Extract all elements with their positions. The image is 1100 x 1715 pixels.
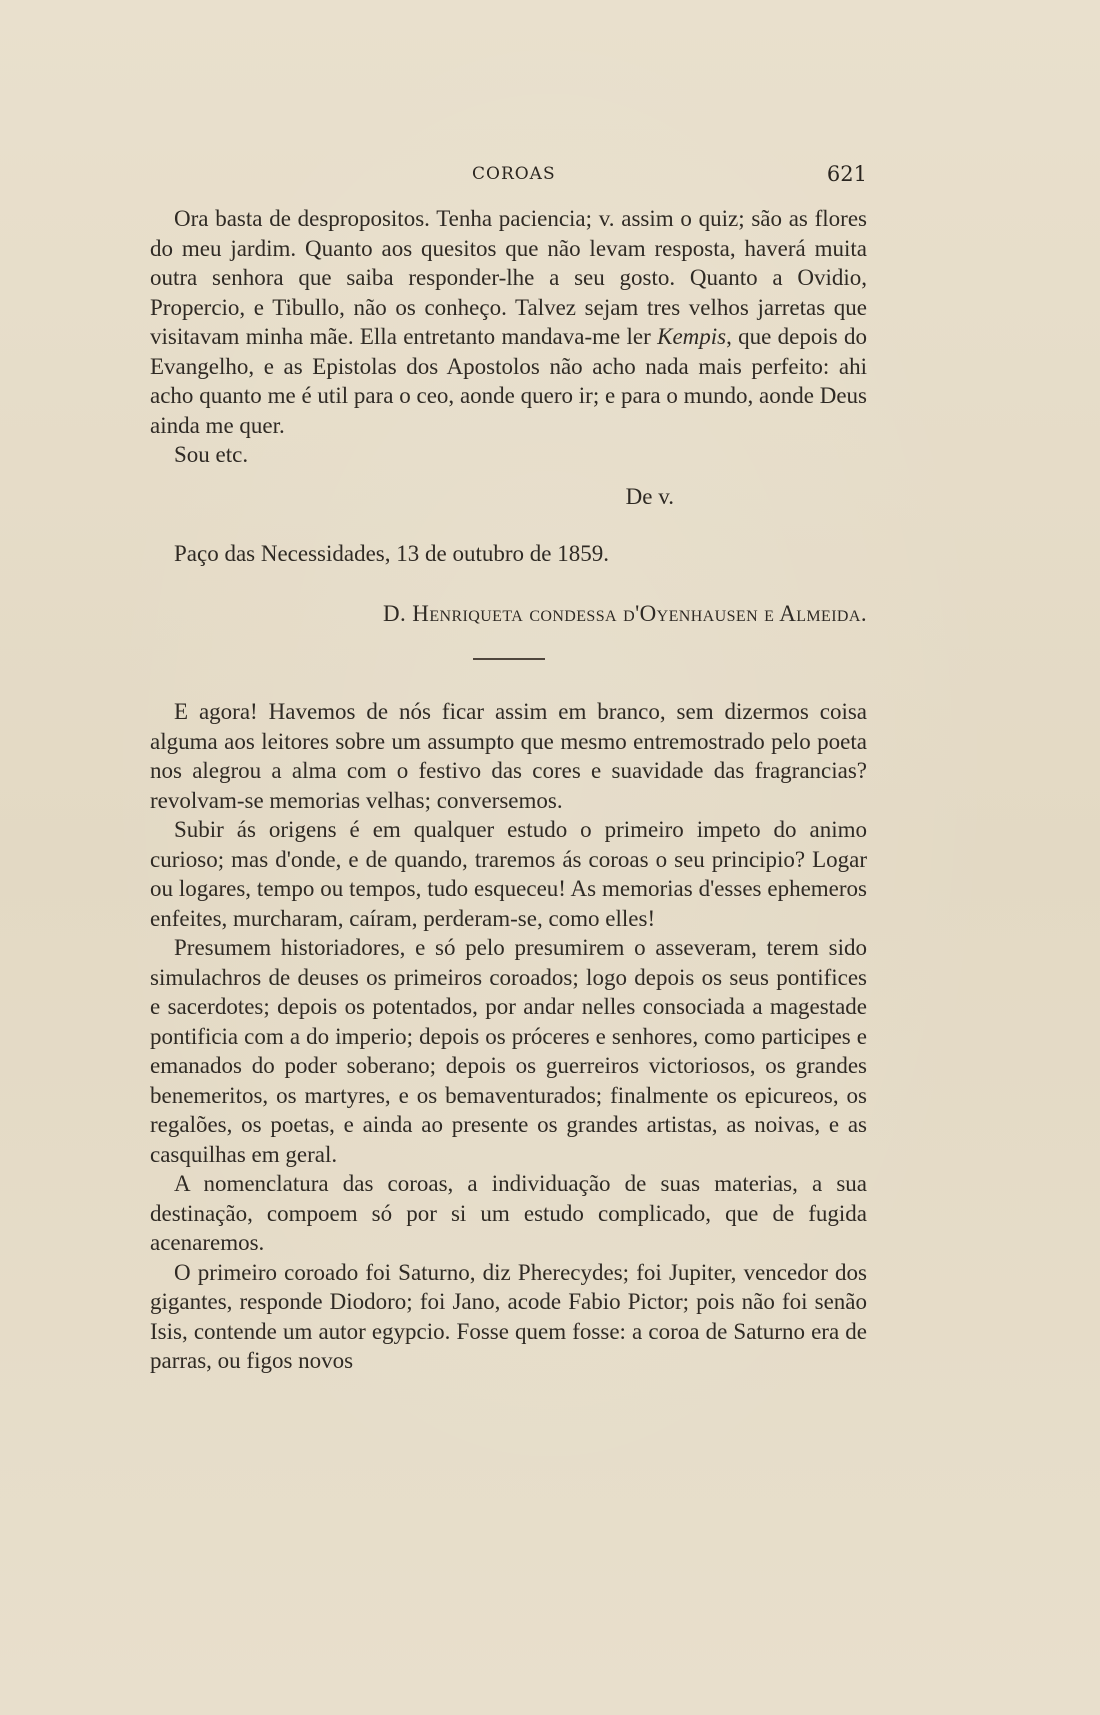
page-number: 621: [826, 162, 867, 186]
page-header: [150, 164, 867, 194]
letter-signature: D. Henriqueta condessa d'Oyenhausen e Almeida.: [383, 600, 867, 626]
essay-paragraph-4: A nomenclatura das coroas, a individuação de suas materias, a sua destinação, compoem só por si um estudo complicado, que de fugida acenaremos.: [150, 1171, 867, 1255]
letter-text-after-italic: , que depois do Evangelho, e as Epistolas dos Apostolos não acho nada mais perfeito: ahi acho quanto me é util para o ceo, aonde quero ir; e para o mundo, aonde Deus ainda me quer.: [150, 324, 868, 438]
essay-paragraph-1: E agora! Havemos de nós ficar assim em branco, sem dizermos coisa alguma aos leitores sobre um assumpto que mesmo entremostrado pelo poeta nos alegrou a alma com o festivo das cores e suavidade das fragrancias? revolvam-se memorias velhas; conversemos.: [150, 699, 867, 813]
italic-title-kempis: Kempis: [657, 324, 727, 349]
letter-from: De v.: [625, 483, 674, 509]
letter-sign-off: Sou etc.: [174, 442, 249, 467]
running-head: COROAS: [472, 164, 556, 184]
essay-paragraph-5: O primeiro coroado foi Saturno, diz Pherecydes; foi Jupiter, vencedor dos gigantes, responde Diodoro; foi Jano, acode Fabio Pictor; pois não foi senão Isis, contende um autor egypcio. Fosse quem fosse: a coroa de Saturno era de parras, ou figos novos: [150, 1259, 867, 1373]
section-separator: [473, 658, 545, 660]
page-content: [150, 204, 867, 1376]
letter-text-before-italic: Ora basta de despropositos. Tenha paciencia; v. assim o quiz; são as flores do meu jardim. Quanto aos quesitos que não levam resposta, haverá muita outra senhora que saiba responder-lhe a seu gosto. Quanto a Ovidio, Propercio, e Tibullo, não os conheço. Talvez sejam tres velhos jarretas que visitavam minha mãe. Ella entretanto mandava-me ler: [150, 206, 867, 349]
essay-paragraph-2: Subir ás origens é em qualquer estudo o primeiro impeto do animo curioso; mas d'onde, e de quando, traremos ás coroas o seu principio? Logar ou logares, tempo ou tempos, tudo esqueceu! As memorias d'esses ephemeros enfeites, murcharam, caíram, perderam-se, como elles!: [150, 817, 867, 931]
essay-paragraph-3: Presumem historiadores, e só pelo presumirem o asseveram, terem sido simulachros de deuses os primeiros coroados; logo depois os seus pontifices e sacerdotes; depois os potentados, por andar nelles consociada a magestade pontificia com a do imperio; depois os próceres e senhores, como participes e emanados do poder soberano; depois os guerreiros victoriosos, os grandes benemeritos, os martyres, e os bemaventurados; finalmente os epicureos, os regalões, os poetas, e ainda ao presente os grandes artistas, as noivas, e as casquilhas em geral.: [150, 935, 867, 1167]
place-and-date: Paço das Necessidades, 13 de outubro de 1859.: [174, 541, 609, 566]
letter-paragraph: [150, 204, 867, 440]
